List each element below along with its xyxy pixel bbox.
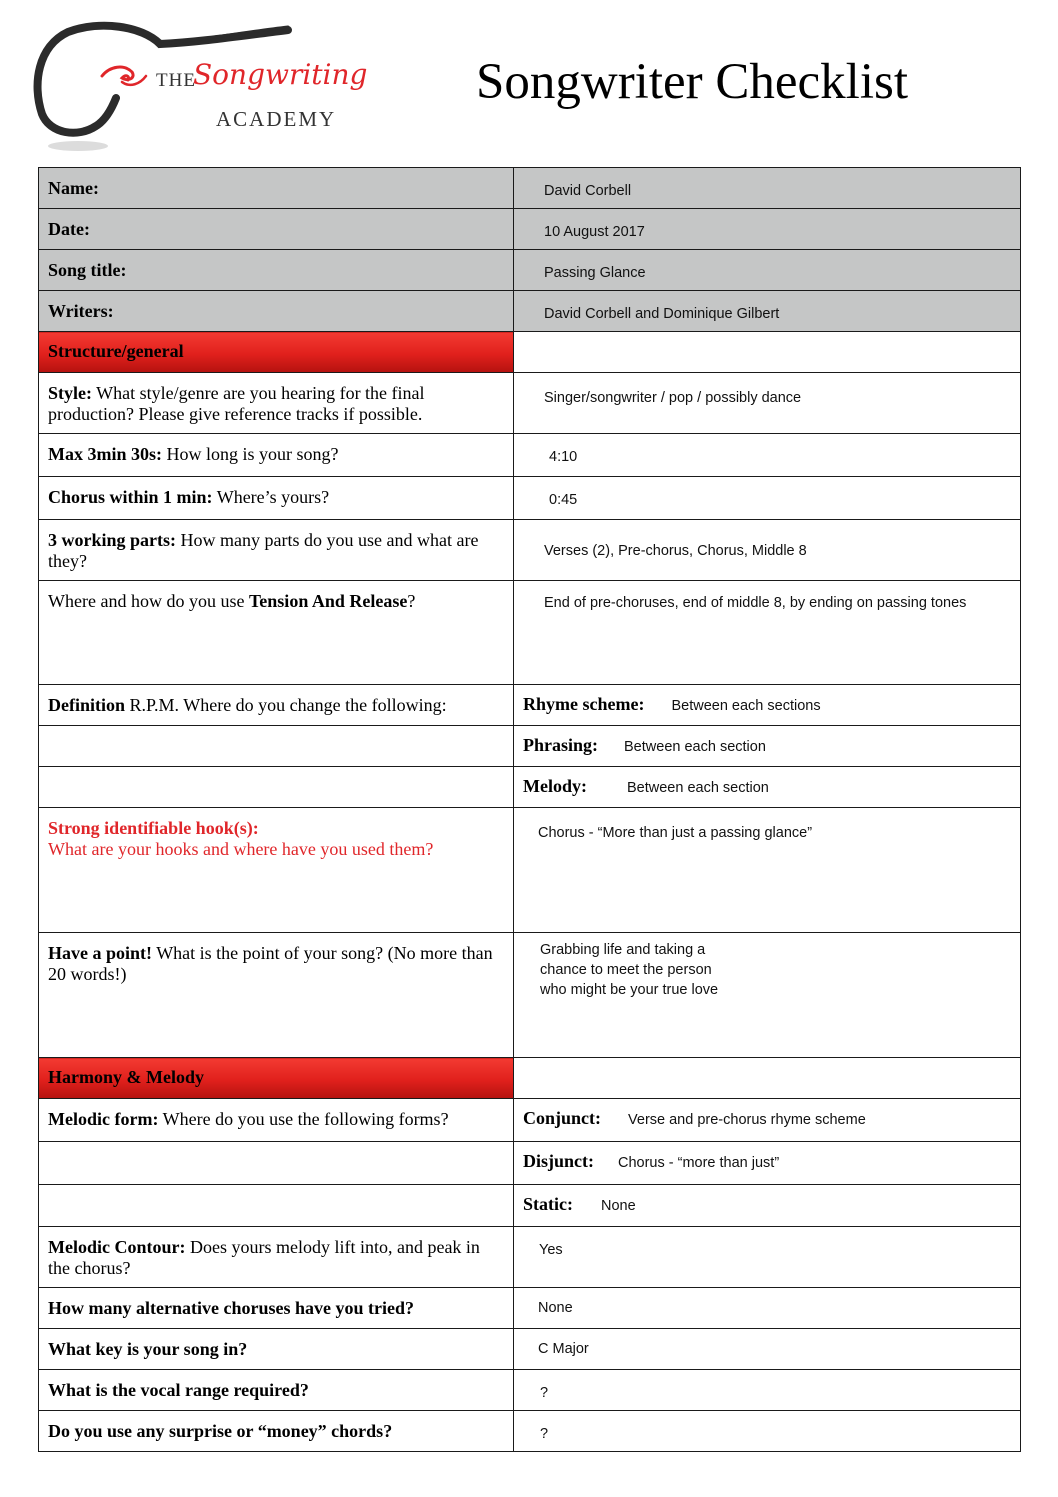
answer-cell[interactable] (514, 1142, 1021, 1185)
question-cell (39, 1370, 514, 1411)
style-question: What style/genre are you hearing for the final production? Please give reference tracks if possible. (48, 383, 425, 424)
name-value: David Corbell (544, 183, 632, 199)
rhyme-scheme-label: Rhyme scheme: (523, 694, 645, 714)
static-value: None (600, 1198, 636, 1214)
answer-cell[interactable] (514, 1185, 1021, 1227)
question-cell (39, 685, 514, 726)
answer-cell[interactable] (514, 767, 1021, 808)
answer-cell[interactable] (514, 1411, 1021, 1452)
answer-cell[interactable] (514, 1329, 1021, 1370)
max-length-label: Max 3min 30s: (48, 444, 162, 464)
tension-label: Tension And Release (248, 591, 408, 611)
info-value-cell[interactable] (514, 168, 1021, 209)
question-cell (39, 520, 514, 581)
disjunct-value: Chorus - “more than just” (618, 1155, 780, 1171)
point-label: Have a point! (48, 943, 153, 963)
question-cell (39, 434, 514, 477)
section-header-row (39, 1058, 1021, 1099)
chorus-timing-label: Chorus within 1 min: (48, 487, 213, 507)
table-row (39, 1099, 1021, 1142)
table-row (39, 1370, 1021, 1411)
alt-choruses-question: How many alternative choruses have you tried? (48, 1298, 414, 1318)
alt-choruses-answer: None (538, 1300, 573, 1316)
tension-answer: End of pre-choruses, end of middle 8, by ending on passing tones (544, 595, 967, 611)
empty-cell (39, 1142, 514, 1185)
table-row (39, 808, 1021, 933)
section-header-structure: Structure/general (39, 332, 514, 373)
table-row (39, 1142, 1021, 1185)
tension-question-pre: Where and how do you use (48, 591, 249, 611)
static-label: Static: (523, 1194, 573, 1214)
song-title-value: Passing Glance (544, 265, 646, 281)
table-row (39, 726, 1021, 767)
answer-cell[interactable] (514, 520, 1021, 581)
table-row (39, 477, 1021, 520)
key-answer: C Major (538, 1341, 589, 1357)
question-cell (39, 581, 514, 685)
answer-cell[interactable] (514, 434, 1021, 477)
chorus-timing-answer: 0:45 (549, 492, 578, 508)
section-header-harmony: Harmony & Melody (39, 1058, 514, 1099)
vocal-range-question: What is the vocal range required? (48, 1380, 309, 1400)
answer-cell[interactable] (514, 477, 1021, 520)
logo-the-text: THE (156, 70, 196, 91)
money-chords-question: Do you use any surprise or “money” chords? (48, 1421, 393, 1441)
table-row (39, 1288, 1021, 1329)
table-row (39, 767, 1021, 808)
writers-label: Writers: (48, 301, 114, 321)
logo-academy-text: ACADEMY (216, 107, 337, 131)
vocal-range-answer: ? (540, 1385, 549, 1401)
question-cell (39, 373, 514, 434)
answer-cell[interactable] (514, 373, 1021, 434)
table-row (39, 933, 1021, 1058)
page-title: Songwriter Checklist (476, 54, 909, 110)
key-question: What key is your song in? (48, 1339, 248, 1359)
chorus-timing-question: Where’s yours? (212, 487, 330, 507)
section-header-row (39, 332, 1021, 373)
question-cell (39, 1288, 514, 1329)
question-cell (39, 1099, 514, 1142)
answer-cell[interactable] (514, 726, 1021, 767)
songwriting-academy-logo (30, 18, 368, 158)
name-label: Name: (48, 178, 99, 198)
contour-answer: Yes (539, 1242, 563, 1258)
style-answer: Singer/songwriter / pop / possibly dance (544, 390, 802, 406)
conjunct-label: Conjunct: (523, 1108, 602, 1128)
parts-question: How many parts do you use and what are they? (48, 530, 479, 571)
date-value: 10 August 2017 (544, 224, 645, 240)
info-value-cell[interactable] (514, 291, 1021, 332)
tension-question-post: ? (407, 591, 416, 611)
empty-cell (39, 767, 514, 808)
answer-cell[interactable] (514, 685, 1021, 726)
empty-cell (39, 726, 514, 767)
song-title-label: Song title: (48, 260, 127, 280)
money-chords-answer: ? (540, 1426, 549, 1442)
length-answer: 4:10 (549, 449, 578, 465)
definition-label: Definition (48, 695, 126, 715)
conjunct-value: Verse and pre-chorus rhyme scheme (628, 1112, 866, 1128)
table-row (39, 291, 1021, 332)
question-cell (39, 477, 514, 520)
table-row (39, 1227, 1021, 1288)
table-row (39, 250, 1021, 291)
answer-cell[interactable] (514, 581, 1021, 685)
contour-question: Does yours melody lift into, and peak in the chorus? (48, 1237, 480, 1278)
empty-cell (514, 1058, 1021, 1099)
parts-label: 3 working parts: (48, 530, 177, 550)
table-row (39, 1329, 1021, 1370)
phrasing-value: Between each section (624, 739, 766, 755)
table-row (39, 1411, 1021, 1452)
table-row (39, 1185, 1021, 1227)
hook-label: Strong identifiable hook(s): (48, 818, 259, 838)
info-label-cell (39, 168, 514, 209)
melodic-form-question: Where do you use the following forms? (158, 1109, 449, 1129)
rhyme-scheme-value: Between each sections (671, 698, 821, 714)
question-cell (39, 1411, 514, 1452)
question-cell (39, 1329, 514, 1370)
empty-cell (514, 332, 1021, 373)
answer-cell[interactable] (514, 1288, 1021, 1329)
question-cell (39, 1227, 514, 1288)
melody-value: Between each section (626, 780, 769, 796)
answer-cell[interactable] (514, 1099, 1021, 1142)
point-answer: Grabbing life and taking a chance to meet the person who might be your true love (540, 942, 719, 998)
hook-answer: Chorus - “More than just a passing glance” (538, 825, 813, 841)
info-label-cell (39, 209, 514, 250)
question-cell (39, 808, 514, 933)
table-row (39, 685, 1021, 726)
table-row (39, 209, 1021, 250)
max-length-question: How long is your song? (162, 444, 339, 464)
table-row (39, 520, 1021, 581)
phrasing-label: Phrasing: (523, 735, 599, 755)
hook-question: What are your hooks and where have you used them? (48, 839, 434, 859)
answer-cell[interactable] (514, 1370, 1021, 1411)
definition-question: R.P.M. Where do you change the following: (125, 695, 447, 715)
info-label-cell (39, 291, 514, 332)
writers-value: David Corbell and Dominique Gilbert (544, 306, 780, 322)
answer-cell[interactable] (514, 1227, 1021, 1288)
table-row (39, 434, 1021, 477)
melodic-form-label: Melodic form: (48, 1109, 159, 1129)
checklist-table (38, 167, 1021, 1452)
table-row (39, 168, 1021, 209)
table-row (39, 581, 1021, 685)
parts-answer: Verses (2), Pre-chorus, Chorus, Middle 8 (544, 543, 807, 559)
info-value-cell[interactable] (514, 250, 1021, 291)
answer-cell[interactable] (514, 933, 1021, 1058)
contour-label: Melodic Contour: (48, 1237, 186, 1257)
disjunct-label: Disjunct: (523, 1151, 594, 1171)
info-label-cell (39, 250, 514, 291)
question-cell (39, 933, 514, 1058)
info-value-cell[interactable] (514, 209, 1021, 250)
empty-cell (39, 1185, 514, 1227)
logo-songwriting-text: Songwriting (193, 58, 368, 91)
table-row (39, 373, 1021, 434)
melody-label: Melody: (523, 776, 587, 796)
date-label: Date: (48, 219, 90, 239)
point-question: What is the point of your song? (No more than 20 words!) (48, 943, 493, 984)
answer-cell[interactable] (514, 808, 1021, 933)
style-label: Style: (48, 383, 92, 403)
